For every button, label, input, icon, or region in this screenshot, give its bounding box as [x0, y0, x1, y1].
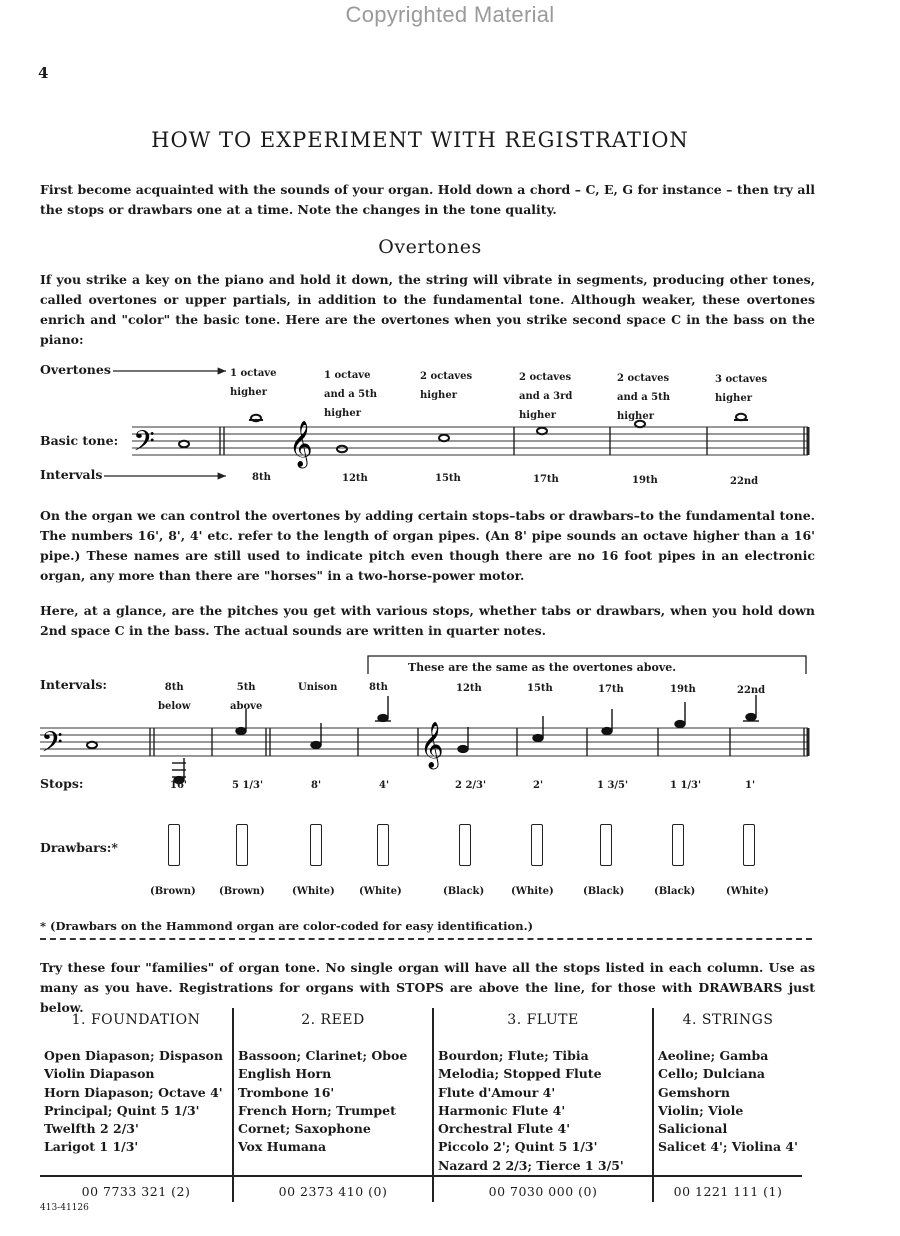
overtone-label-2: 1 octave and a 5th higher	[324, 370, 378, 419]
interval-2-label: 19th	[670, 684, 696, 695]
dashed-divider	[40, 938, 812, 940]
bass-clef-2-icon: 𝄢	[41, 726, 63, 766]
stop-value: 1'	[745, 780, 756, 791]
drawbar-icon	[743, 824, 755, 866]
drawbar-registration: 00 2373 410 (0)	[233, 1176, 433, 1202]
families-paragraph: Try these four "families" of organ tone. No single organ will have all the stops listed in each column. Use as many as you have. Registrations for organs with STOPS are above the line, for those with DRAWBARS just below.	[40, 960, 815, 1015]
overtone-label-6: 3 octaves higher	[715, 374, 768, 404]
interval-label: 8th	[252, 472, 271, 483]
overtone-note-12th	[337, 446, 347, 452]
family-title: 3. FLUTE	[433, 1008, 653, 1043]
overtone-label-1: 1 octave higher	[230, 368, 277, 398]
copyright-watermark: Copyrighted Material	[345, 2, 555, 27]
family-title: 2. REED	[233, 1008, 433, 1043]
drawbar-icon	[168, 824, 180, 866]
page-number: 4	[38, 64, 49, 82]
families-table	[40, 1008, 802, 1202]
drawbar-registration: 00 7030 000 (0)	[433, 1176, 653, 1202]
drawbar-color: (Brown)	[219, 886, 265, 897]
drawbar-icon	[600, 824, 612, 866]
drawbar-color: (Black)	[443, 886, 485, 897]
staff-2-basic-note	[87, 742, 97, 748]
interval-2-label: 5th above	[230, 682, 263, 712]
family-title: 1. FOUNDATION	[71, 1012, 201, 1028]
footnote: * (Drawbars on the Hammond organ are color-coded for easy identification.)	[40, 919, 534, 933]
drawbar-icon	[310, 824, 322, 866]
interval-label: 17th	[533, 474, 559, 485]
stop-value: 2'	[533, 780, 544, 791]
stops-label: Stops:	[40, 776, 84, 791]
drawbar-registration: 00 7733 321 (2)	[40, 1176, 233, 1202]
overtone-note-15th	[439, 435, 449, 441]
overtone-label-4: 2 octaves and a 3rd higher	[519, 372, 573, 421]
interval-2-label: Unison	[298, 682, 338, 693]
drawbar-icon	[672, 824, 684, 866]
catalog-number: 413-41126	[40, 1203, 89, 1213]
drawbar-color: (White)	[511, 886, 554, 897]
drawbar-color: (White)	[726, 886, 769, 897]
stop-value: 16'	[170, 780, 187, 791]
interval-label: 12th	[342, 473, 368, 484]
overtones-label: Overtones	[40, 362, 111, 377]
interval-2-label: 8th	[369, 682, 388, 693]
basic-tone-note	[179, 441, 189, 447]
stop-value: 4'	[379, 780, 390, 791]
family-stops-strings: Aeoline; Gamba Cello; Dulciana Gemshorn Violin; Viole Salicional Salicet 4'; Violina 4'	[653, 1043, 802, 1176]
stop-value: 2 2/3'	[455, 780, 487, 791]
overtone-label-3: 2 octaves higher	[420, 371, 473, 401]
stop-value: 1 1/3'	[670, 780, 702, 791]
family-stops-flute: Bourdon; Flute; Tibia Melodia; Stopped Flute Flute d'Amour 4' Harmonic Flute 4' Orchestral Flute 4' Piccolo 2'; Quint 5 1/3' Nazard 2 2/3; Tierce 1 3/5'	[433, 1043, 653, 1176]
interval-label: 19th	[632, 475, 658, 486]
bracket-label: These are the same as the overtones above.	[408, 661, 677, 674]
intervals-2-label: Intervals:	[40, 677, 108, 692]
drawbar-color: (Black)	[654, 886, 696, 897]
family-title: 4. STRINGS	[653, 1008, 802, 1043]
drawbar-color: (White)	[359, 886, 402, 897]
drawbar-icon	[531, 824, 543, 866]
interval-label: 22nd	[730, 476, 759, 487]
interval-2-label: 8th below	[158, 682, 191, 712]
family-stops-foundation: Open Diapason; Dispason Violin Diapason Horn Diapason; Octave 4' Principal; Quint 5 1/3' Twelfth 2 2/3' Larigot 1 1/3'	[44, 1048, 223, 1155]
bass-clef-icon: 𝄢	[133, 425, 155, 465]
stop-note-5-1-3	[236, 728, 246, 735]
drawbar-icon	[236, 824, 248, 866]
stop-note-1-3-5	[602, 728, 612, 735]
intervals-label: Intervals	[40, 467, 103, 482]
glance-paragraph: Here, at a glance, are the pitches you get with various stops, whether tabs or drawbars, when you hold down 2nd space C in the bass. The actual sounds are written in quarter notes.	[40, 603, 815, 638]
overtone-note-17th	[537, 428, 547, 434]
overtones-paragraph: If you strike a key on the piano and hold it down, the string will vibrate in segments, producing other tones, called overtones or upper partials, in addition to the fundamental tone. Although weaker, these overtones enrich and "color" the basic tone. Here are the overtones when you strike second space C in the bass on the piano:	[40, 272, 815, 347]
interval-2-label: 12th	[456, 683, 482, 694]
organ-paragraph: On the organ we can control the overtones by adding certain stops–tabs or drawbars–to the fundamental tone. The numbers 16', 8', 4' etc. refer to the length of organ pipes. (An 8' pipe sounds an octave higher than a 16' pipe.) These names are still used to indicate pitch even though there are no 16 foot pipes in an electronic organ, any more than there are "horses" in a two-horse-power motor.	[40, 508, 815, 583]
overtone-label-5: 2 octaves and a 5th higher	[617, 373, 671, 422]
family-stops-reed: Bassoon; Clarinet; Oboe English Horn Trombone 16' French Horn; Trumpet Cornet; Saxophone Vox Humana	[233, 1043, 433, 1176]
intro-paragraph: First become acquainted with the sounds of your organ. Hold down a chord – C, E, G for instance – then try all the stops or drawbars one at a time. Note the changes in the tone quality.	[40, 182, 815, 217]
stop-note-1-1-3	[675, 721, 685, 728]
stop-value: 5 1/3'	[232, 780, 264, 791]
interval-2-label: 17th	[598, 684, 624, 695]
stop-note-1	[746, 714, 756, 721]
drawbar-icon	[377, 824, 389, 866]
stop-value: 1 3/5'	[597, 780, 629, 791]
page-title: HOW TO EXPERIMENT WITH REGISTRATION	[151, 128, 689, 152]
basic-tone-label: Basic tone:	[40, 433, 119, 448]
interval-2-label: 22nd	[737, 685, 766, 696]
drawbars-label: Drawbars:*	[40, 840, 118, 855]
drawbar-color: (White)	[292, 886, 335, 897]
stop-value: 8'	[311, 780, 322, 791]
stop-note-2-2-3	[458, 746, 468, 753]
drawbar-icon	[459, 824, 471, 866]
drawbar-color: (Black)	[583, 886, 625, 897]
drawbar-registration: 00 1221 111 (1)	[653, 1176, 802, 1202]
stop-note-2	[533, 735, 543, 742]
interval-label: 15th	[435, 473, 461, 484]
drawbar-color: (Brown)	[150, 886, 196, 897]
treble-clef-icon: 𝄞	[289, 421, 313, 467]
treble-clef-2-icon: 𝄞	[420, 722, 444, 768]
overtones-heading: Overtones	[378, 236, 482, 258]
interval-2-label: 15th	[527, 683, 553, 694]
stop-note-8	[311, 742, 321, 749]
